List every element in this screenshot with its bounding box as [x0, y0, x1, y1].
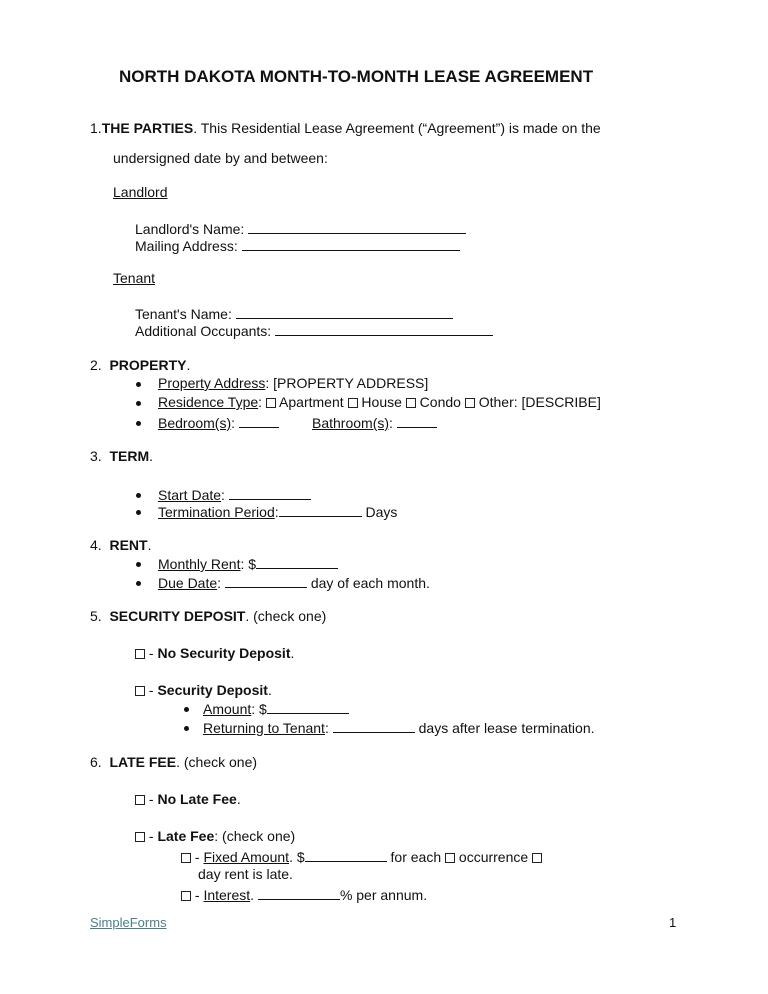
additional-occupants-blank[interactable]	[275, 322, 493, 336]
bedrooms-item[interactable]: Bedroom(s):	[158, 414, 279, 432]
fixed-amount-checkbox[interactable]	[181, 853, 191, 863]
tenant-name-field[interactable]: Tenant's Name:	[135, 305, 453, 323]
section-security-deposit: 5. SECURITY DEPOSIT. (check one)	[90, 608, 327, 624]
section-text: . This Residential Lease Agreement (“Agreement”) is made on the	[193, 120, 601, 136]
bathrooms-item[interactable]: Bathroom(s):	[312, 414, 437, 432]
tenant-heading: Tenant	[113, 270, 156, 286]
returning-to-tenant-item[interactable]: Returning to Tenant: days after lease termination.	[203, 720, 595, 736]
late-fee-checkbox[interactable]	[135, 832, 145, 842]
monthly-rent-item[interactable]: Monthly Rent: $	[158, 555, 338, 573]
house-checkbox[interactable]	[348, 398, 358, 408]
landlord-heading: Landlord	[113, 184, 168, 200]
mailing-address-field[interactable]: Mailing Address:	[135, 237, 460, 255]
section-heading: THE PARTIES	[101, 120, 194, 136]
property-address-item: Property Address: [PROPERTY ADDRESS]	[158, 375, 429, 391]
start-date-item[interactable]: Start Date:	[158, 486, 311, 504]
section-late-fee: 6. LATE FEE. (check one)	[90, 754, 258, 770]
bullet-icon	[136, 493, 141, 498]
deposit-amount-item[interactable]: Amount: $	[203, 700, 349, 718]
no-security-deposit-option[interactable]: - No Security Deposit.	[135, 645, 294, 662]
interest-option[interactable]: - Interest. % per annum.	[181, 886, 427, 904]
deposit-amount-blank[interactable]	[267, 700, 349, 714]
bullet-icon	[136, 562, 141, 567]
bullet-icon	[136, 382, 141, 387]
bathrooms-blank[interactable]	[397, 414, 437, 428]
section-text-continued: undersigned date by and between:	[113, 150, 328, 166]
interest-blank[interactable]	[258, 886, 340, 900]
section-heading: TERM	[109, 448, 150, 464]
section-term: 3. TERM.	[90, 448, 154, 464]
monthly-rent-blank[interactable]	[256, 555, 338, 569]
tenant-name-blank[interactable]	[236, 305, 453, 319]
bullet-icon	[184, 707, 189, 712]
day-checkbox[interactable]	[532, 853, 542, 863]
occurrence-checkbox[interactable]	[445, 853, 455, 863]
additional-occupants-field[interactable]: Additional Occupants:	[135, 322, 493, 340]
due-date-item[interactable]: Due Date: day of each month.	[158, 575, 430, 591]
residence-type-item: Residence Type: Apartment House Condo Other: [DESCRIBE]	[158, 394, 601, 410]
section-rent: 4. RENT.	[90, 537, 152, 553]
bedrooms-blank[interactable]	[239, 414, 279, 428]
page-number: 1	[669, 915, 677, 930]
deposit-checkbox[interactable]	[135, 686, 145, 696]
no-late-fee-checkbox[interactable]	[135, 795, 145, 805]
security-deposit-option[interactable]: - Security Deposit.	[135, 682, 272, 699]
fixed-amount-option[interactable]: - Fixed Amount. $ for each occurrence	[181, 848, 542, 866]
bullet-icon	[136, 421, 141, 426]
returning-days-blank[interactable]	[333, 719, 415, 733]
landlord-name-field[interactable]: Landlord's Name:	[135, 220, 466, 238]
section-heading: PROPERTY	[109, 357, 187, 373]
section-heading: LATE FEE	[109, 754, 177, 770]
other-checkbox[interactable]	[465, 398, 475, 408]
section-heading: SECURITY DEPOSIT	[109, 608, 246, 624]
termination-period-blank[interactable]	[279, 503, 362, 517]
bullet-icon	[184, 726, 189, 731]
landlord-name-blank[interactable]	[248, 220, 466, 234]
fixed-amount-continued: day rent is late.	[198, 866, 293, 882]
section-number: 1.	[90, 120, 102, 136]
bullet-icon	[136, 510, 141, 515]
fixed-amount-blank[interactable]	[305, 848, 387, 862]
section-parties	[90, 120, 601, 137]
section-property: 2. PROPERTY.	[90, 357, 191, 373]
bullet-icon	[136, 581, 141, 586]
simpleforms-link[interactable]: SimpleForms	[90, 915, 167, 930]
due-date-blank[interactable]	[225, 574, 307, 588]
start-date-blank[interactable]	[229, 486, 311, 500]
late-fee-option[interactable]: - Late Fee: (check one)	[135, 828, 295, 845]
document-title: NORTH DAKOTA MONTH-TO-MONTH LEASE AGREEMENT	[119, 67, 594, 86]
termination-period-item[interactable]: Termination Period: Days	[158, 504, 398, 520]
mailing-address-blank[interactable]	[242, 237, 460, 251]
section-heading: RENT	[109, 537, 148, 553]
no-late-fee-option[interactable]: - No Late Fee.	[135, 791, 241, 808]
bullet-icon	[136, 401, 141, 406]
interest-checkbox[interactable]	[181, 891, 191, 901]
apartment-checkbox[interactable]	[266, 398, 276, 408]
condo-checkbox[interactable]	[406, 398, 416, 408]
no-deposit-checkbox[interactable]	[135, 649, 145, 659]
